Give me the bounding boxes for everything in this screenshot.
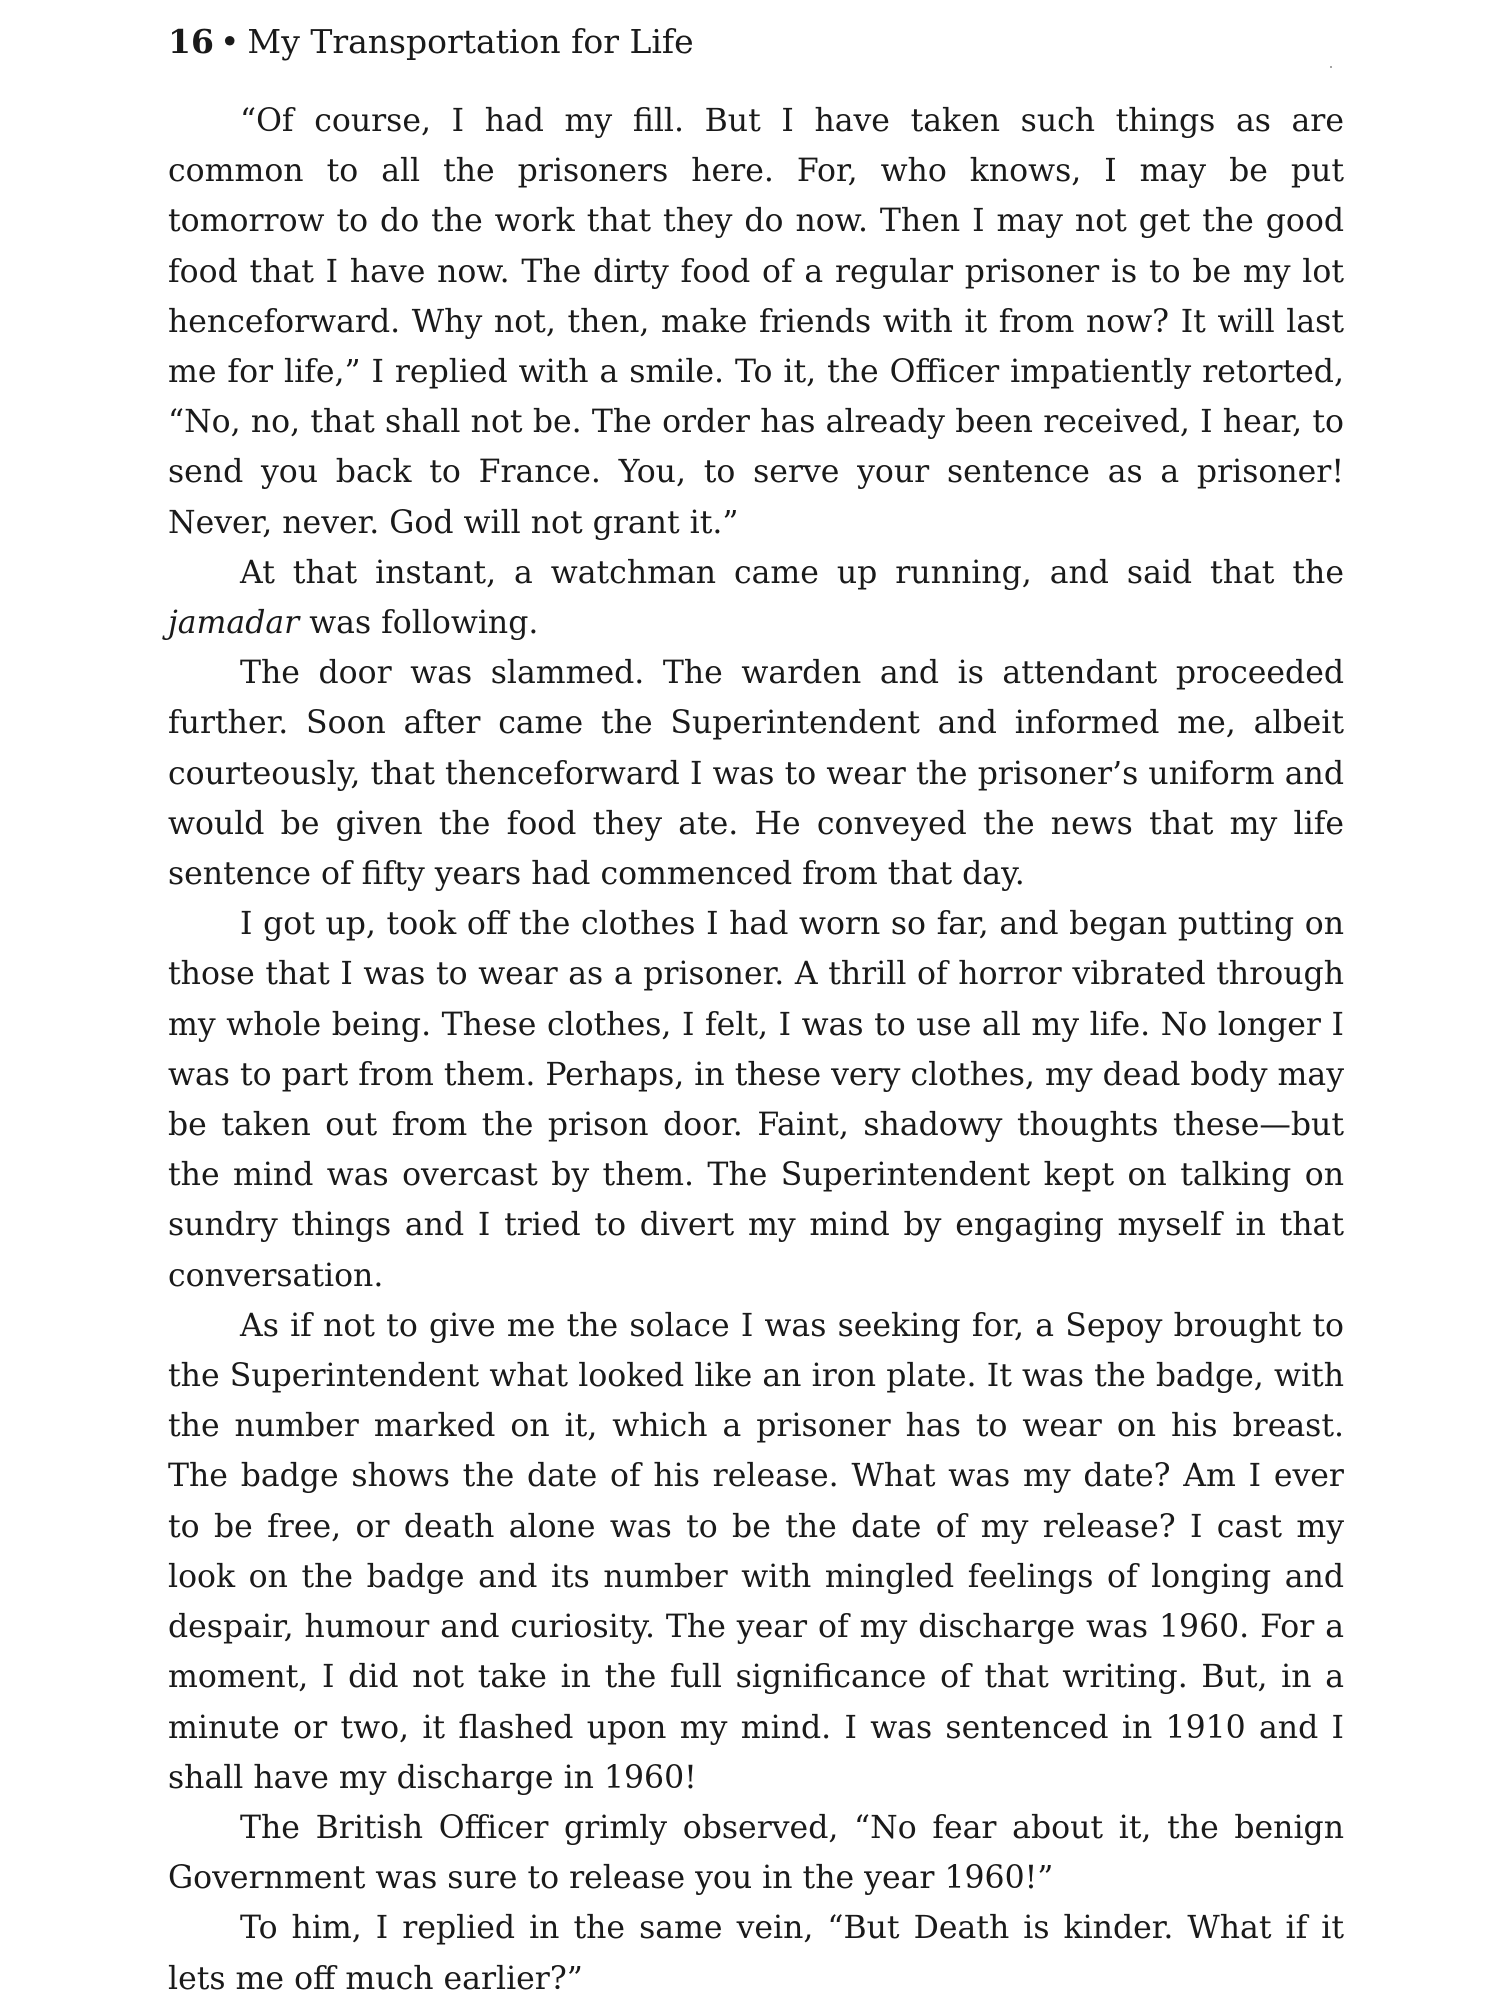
body-text <box>168 96 1344 2004</box>
scan-speck <box>1330 66 1332 68</box>
paragraph-4: I got up, took off the clothes I had worn so far, and began putting on those that I was to wear as a prisoner. A thrill of horror vibrated through my whole being. These clothes, I felt, I was to use all my life. No longer I was to part from them. Perhaps, in these very clothes, my dead body may be taken out from the prison door. Faint, shadowy thoughts these—but the mind was overcast by them. The Superintendent kept on talking on sundry things and I tried to divert my mind by engaging myself in that conversation. <box>168 906 1344 1294</box>
paragraph-3: The door was slammed. The warden and is attendant proceeded further. Soon after came the Superintendent and informed me, albeit courteously, that thenceforward I was to wear the prisoner’s uniform and would be given the food they ate. He conveyed the news that my life sentence of fifty years had commenced from that day. <box>168 655 1344 893</box>
paragraph-5: As if not to give me the solace I was seeking for, a Sepoy brought to the Superintendent what looked like an iron plate. It was the badge, with the number marked on it, which a prisoner has to wear on his breast. The badge shows the date of his release. What was my date? Am I ever to be free, or death alone was to be the date of my release? I cast my look on the badge and its number with mingled feelings of longing and despair, humour and curiosity. The year of my discharge was 1960. For a moment, I did not take in the full significance of that writing. But, in a minute or two, it flashed upon my mind. I was sentenced in 1910 and I shall have my discharge in 1960! <box>168 1307 1344 1796</box>
book-title: My Transportation for Life <box>247 22 694 61</box>
paragraph-2-text-before: At that instant, a watchman came up running, and said that the <box>240 554 1344 591</box>
paragraph-1: “Of course, I had my fill. But I have taken such things as are common to all the prisoners here. For, who knows, I may be put tomorrow to do the work that they do now. Then I may not get the good food that I have now. The dirty food of a regular prisoner is to be my lot henceforward. Why not, then, make friends with it from now? It will last me for life,” I replied with a smile. To it, the Officer impatiently retorted, “No, no, that shall not be. The order has already been received, I hear, to send you back to France. You, to serve your sentence as a prisoner! Never, never. God will not grant it.” <box>168 103 1344 541</box>
paragraph-2-text-after: was following. <box>299 605 539 642</box>
paragraph-2-italic-term: jamadar <box>168 605 300 642</box>
header-separator: • <box>219 22 240 61</box>
running-head <box>168 22 694 62</box>
paragraph-6: The British Officer grimly observed, “No fear about it, the benign Government was sure to release you in the year 1960!” <box>168 1809 1344 1897</box>
page-number: 16 <box>168 22 214 61</box>
paragraph-7: To him, I replied in the same vein, “But Death is kinder. What if it lets me off much earlier?” <box>168 1910 1344 1997</box>
paragraph-2 <box>168 548 1344 648</box>
